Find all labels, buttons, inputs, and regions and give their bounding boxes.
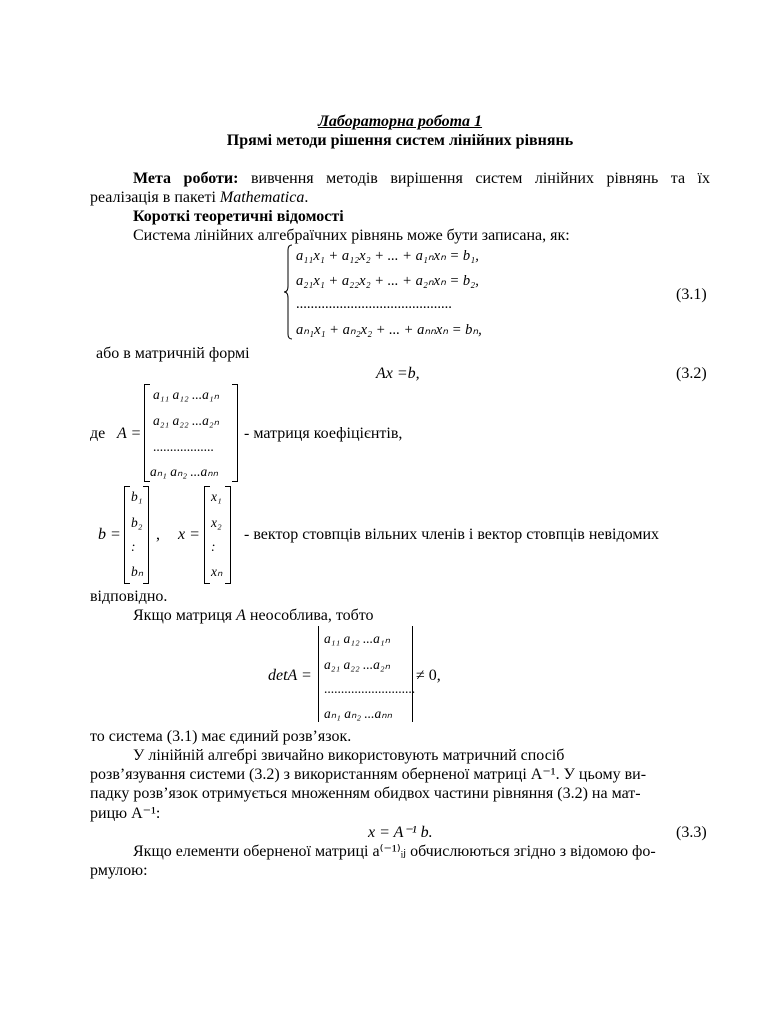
det-bar-left bbox=[318, 626, 319, 722]
det-dots: ........................... bbox=[324, 681, 416, 696]
vector-text-2: відповідно. bbox=[90, 588, 168, 605]
vector-x-item: xₙ bbox=[211, 564, 223, 579]
system-row-n: aₙ₁x₁ + aₙ₂x₂ + ... + aₙₙxₙ = bₙ, bbox=[296, 322, 482, 338]
matrix-a-label: A = bbox=[117, 425, 142, 442]
det-row-1: a₁₁ a₁₂ ...a₁ₙ bbox=[324, 631, 390, 646]
goal-line-1 bbox=[133, 171, 710, 187]
matrix-a-prefix: де bbox=[90, 425, 106, 442]
vector-b-bracket-right bbox=[143, 486, 149, 584]
matrix-a-bracket-right bbox=[232, 384, 238, 482]
brace-icon bbox=[283, 244, 293, 340]
system-row-1: a₁₁x₁ + a₁₂x₂ + ... + a₁ₙxₙ = b₁, bbox=[296, 248, 479, 264]
matrix-a-suffix: - матриця коефіцієнтів, bbox=[244, 425, 403, 442]
vector-x-bracket-left bbox=[204, 486, 210, 584]
para-line-2: розв’язування системи (3.2) з використанням оберненої матриці A⁻¹. У цьому ви- bbox=[90, 766, 647, 783]
system-brace bbox=[283, 244, 293, 340]
det-bar-right bbox=[412, 626, 413, 722]
det-row-2: a₂₁ a₂₂ ...a₂ₙ bbox=[324, 657, 390, 672]
lab-subtitle: Прямі методи рішення систем лінійних рівнянь bbox=[226, 132, 574, 149]
vector-x-item: x₂ bbox=[211, 515, 222, 530]
matrix-form-text: або в матричній формі bbox=[96, 345, 250, 362]
vector-b-bracket-left bbox=[124, 486, 130, 584]
lab-title: Лабораторна робота 1 bbox=[317, 113, 483, 130]
vector-text: - вектор стовпців вільних членів і вектор стовпців невідомих bbox=[244, 526, 659, 543]
nonsingular-text-2: неособлива, тобто bbox=[245, 607, 374, 624]
last-line-1: Якщо елементи оберненої матриці a⁽⁻¹⁾ᵢⱼ обчислюються згідно з відомою фо- bbox=[133, 843, 656, 860]
eq-num-3-3: (3.3) bbox=[676, 824, 707, 841]
para-line-3: падку розв’язок отримується множенням обидвох частини рівняння (3.2) на мат- bbox=[90, 785, 641, 802]
intro-text: Система лінійних алгебраїчних рівнянь може бути записана, як: bbox=[133, 227, 570, 244]
vector-b-item: bₙ bbox=[131, 564, 144, 579]
nonsingular-text-1: Якщо матриця bbox=[133, 607, 237, 624]
vector-b-item: b₁ bbox=[131, 489, 143, 504]
vector-b-item: : bbox=[131, 539, 136, 554]
goal-line-2 bbox=[90, 190, 308, 206]
vector-b-item: b₂ bbox=[131, 515, 143, 530]
matrix-a-row-2: a₂₁ a₂₂ ...a₂ₙ bbox=[153, 413, 219, 428]
goal-text-2: реалізація в пакеті bbox=[90, 189, 220, 206]
nonsingular-a: A bbox=[236, 607, 246, 624]
det-tail: ≠ 0, bbox=[416, 667, 441, 684]
nonsingular-text bbox=[133, 608, 374, 624]
matrix-a-row-1: a₁₁ a₁₂ ...a₁ₙ bbox=[153, 387, 219, 402]
goal-period: . bbox=[304, 189, 309, 206]
goal-text-1: вивчення методів вирішення систем лінійних рівнянь та їх bbox=[238, 170, 710, 187]
para-line-1: У лінійній алгебрі звичайно використовують матричний спосіб bbox=[133, 747, 565, 764]
vector-b-label: b = bbox=[98, 526, 121, 543]
last-line-2: рмулою: bbox=[90, 862, 148, 879]
det-row-n: aₙ₁ aₙ₂ ...aₙₙ bbox=[324, 706, 393, 721]
matrix-a-dots: .................. bbox=[153, 439, 214, 454]
vector-comma: , bbox=[156, 526, 160, 543]
eq-num-3-2: (3.2) bbox=[676, 365, 707, 382]
unique-solution-text: то система (3.1) має єдиний розв’язок. bbox=[90, 728, 352, 745]
vector-x-item: : bbox=[211, 539, 216, 554]
para-line-4: рицю A⁻¹: bbox=[90, 805, 161, 822]
goal-label: Мета роботи: bbox=[133, 170, 239, 187]
system-dots: ........................................... bbox=[296, 296, 452, 312]
matrix-equation: Ax =b, bbox=[376, 365, 420, 382]
section-heading: Короткі теоретичні відомості bbox=[133, 208, 344, 225]
vector-x-item: x₁ bbox=[211, 489, 222, 504]
matrix-a-row-n: aₙ₁ aₙ₂ ...aₙₙ bbox=[150, 464, 219, 479]
eq-3-3: x = A⁻¹ b. bbox=[368, 824, 433, 841]
mathematica-word: Mathematica bbox=[219, 189, 305, 206]
vector-x-label: x = bbox=[178, 526, 200, 543]
system-row-2: a₂₁x₁ + a₂₂x₂ + ... + a₂ₙxₙ = b₂, bbox=[296, 273, 479, 289]
det-label: detA = bbox=[268, 667, 312, 684]
eq-num-3-1: (3.1) bbox=[676, 286, 707, 303]
vector-x-bracket-right bbox=[225, 486, 231, 584]
